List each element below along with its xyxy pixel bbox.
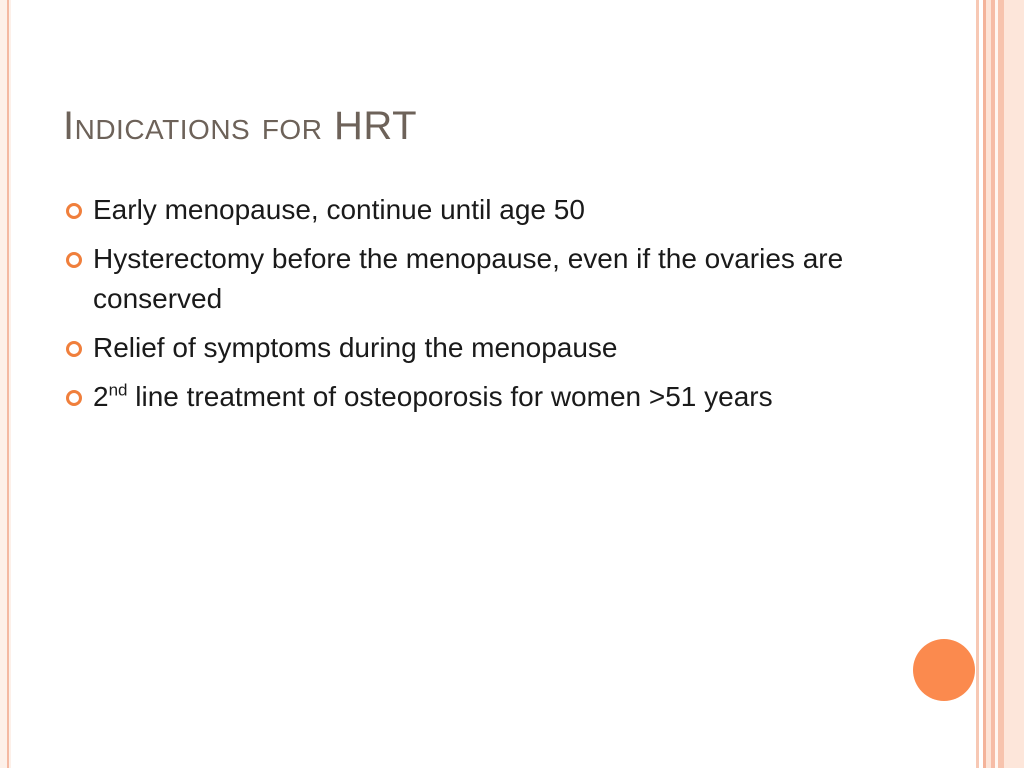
- bullet-item: [64, 190, 864, 230]
- ordinal-suffix: nd: [108, 380, 128, 400]
- bullet-item: [64, 328, 864, 368]
- left-border-line: [7, 0, 9, 768]
- bullet-item: [64, 377, 864, 417]
- bullet-list: [64, 190, 864, 426]
- ordinal-number: 2: [93, 381, 109, 412]
- bullet-ring-icon: [66, 341, 82, 357]
- bullet-text: [93, 381, 773, 412]
- bullet-text: Hysterectomy before the menopause, even if the ovaries are conserved: [93, 243, 844, 314]
- bullet-ring-icon: [66, 252, 82, 268]
- bullet-ring-icon: [66, 390, 82, 406]
- slide-title: Indications for HRT: [63, 104, 418, 148]
- decorative-orange-circle: [913, 639, 975, 701]
- bullet-ring-icon: [66, 203, 82, 219]
- bullet-text-remainder: line treatment of osteoporosis for women >51 years: [127, 381, 773, 412]
- bullet-text: Relief of symptoms during the menopause: [93, 332, 618, 363]
- bullet-text: Early menopause, continue until age 50: [93, 194, 585, 225]
- bullet-item: [64, 239, 864, 319]
- right-border-stripe: [1004, 0, 1024, 768]
